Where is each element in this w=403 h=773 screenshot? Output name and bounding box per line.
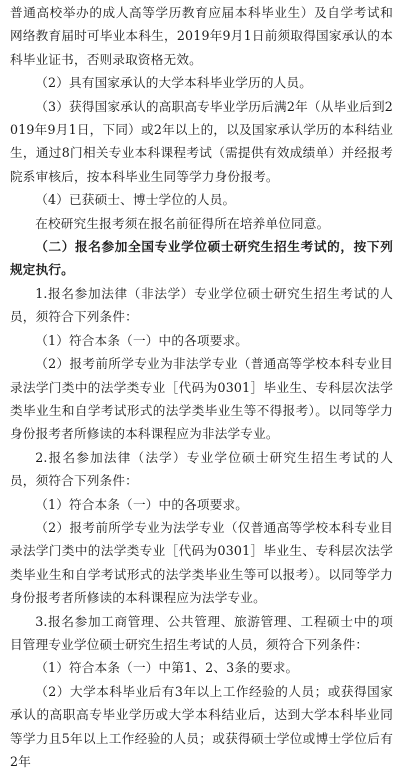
- paragraph-condition-3: （3）获得国家承认的高职高专毕业学历后满2年（从毕业后到2019年9月1日，下同）或2年以上的，以及国家承认学历的本科结业生，通过8门相关专业本科课程考试（需提供有效成绩单）并经报考院系审核后，按本科毕业生同等学力身份报考。: [10, 98, 393, 184]
- paragraph-eligibility-intro: 普通高校举办的成人高等学历教育应届本科毕业生）及自学考试和网络教育届时可毕业本科生，2019年9月1日前须取得国家承认的本科毕业证书，否则录取资格无效。: [10, 5, 393, 67]
- section-heading-professional-degree: （二）报名参加全国专业学位硕士研究生招生考试的，按下列规定执行。: [10, 239, 393, 278]
- paragraph-current-students: 在校研究生报考须在报名前征得所在培养单位同意。: [35, 215, 330, 231]
- paragraph-law-law-req-1: （1）符合本条（一）中的各项要求。: [35, 496, 249, 512]
- paragraph-management-req-2: （2）大学本科毕业后有3年以上工作经验的人员；或获得国家承认的高职高专毕业学历或大学本科结业后，达到大学本科毕业同等学力且5年以上工作经验的人员；或获得硕士学位或博士学位后有2年: [10, 683, 393, 769]
- paragraph-condition-2: （2）具有国家承认的大学本科毕业学历的人员。: [35, 75, 313, 91]
- paragraph-condition-4: （4）已获硕士、博士学位的人员。: [35, 192, 236, 208]
- paragraph-management-req-1: （1）符合本条（一）中第1、2、3条的要求。: [35, 660, 299, 676]
- paragraph-management-intro: 3.报名参加工商管理、公共管理、旅游管理、工程硕士中的项目管理专业学位硕士研究生招生考试的人员，须符合下列条件：: [10, 613, 393, 652]
- paragraph-law-nonlaw-req-2: （2）报考前所学专业为非法学专业（普通高等学校本科专业目录法学门类中的法学类专业［代码为0301］毕业生、专科层次法学类毕业生和自学考试形式的法学类毕业生等不得报考）。以同等学力身份报考者所修读的本科课程应为非法学专业。: [10, 356, 393, 442]
- paragraph-law-law-intro: 2.报名参加法律（法学）专业学位硕士研究生招生考试的人员，须符合下列条件：: [10, 449, 393, 489]
- paragraph-law-nonlaw-req-1: （1）符合本条（一）中的各项要求。: [35, 332, 249, 348]
- paragraph-law-law-req-2: （2）报考前所学专业为法学专业（仅普通高等学校本科专业目录法学门类中的法学类专业［代码为0301］毕业生、专科层次法学类毕业生和自学考试形式的法学类毕业生等可以报考）。以同等学力身份报考者所修读的本科课程应为法学专业。: [10, 519, 393, 606]
- paragraph-law-nonlaw-intro: 1.报名参加法律（非法学）专业学位硕士研究生招生考试的人员，须符合下列条件：: [10, 285, 393, 325]
